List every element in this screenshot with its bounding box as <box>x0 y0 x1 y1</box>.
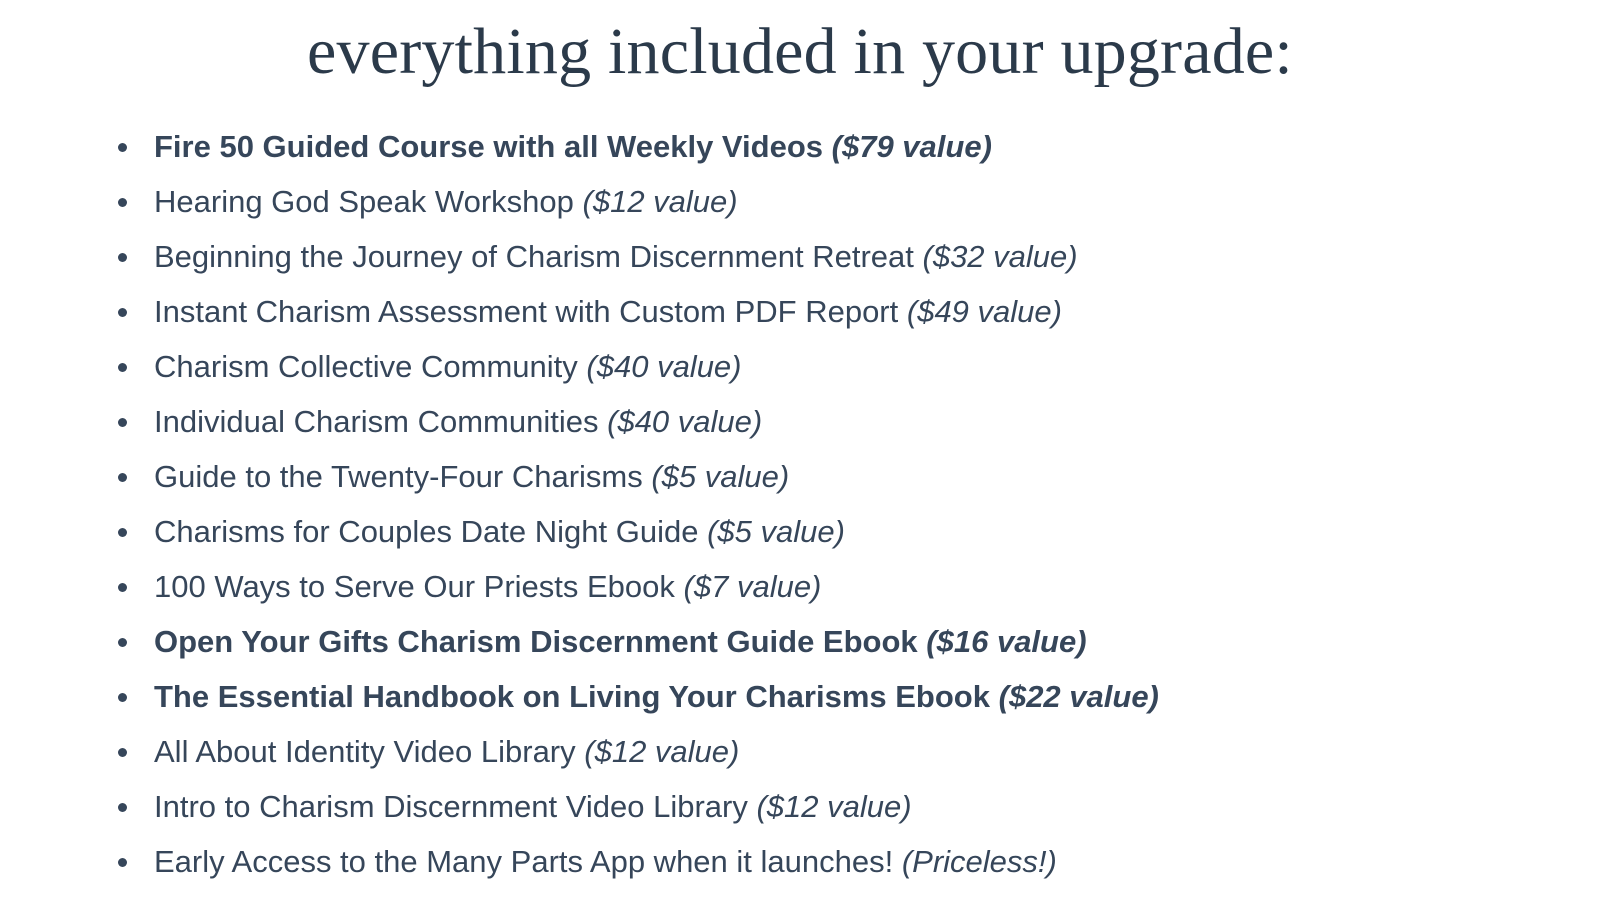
benefit-value: (Priceless!) <box>901 843 1057 879</box>
benefit-item <box>118 513 1600 549</box>
benefit-value: ($5 value) <box>651 458 790 494</box>
benefit-item <box>118 293 1600 329</box>
benefits-list <box>0 128 1600 879</box>
benefit-title: Charisms for Couples Date Night Guide <box>154 513 699 549</box>
benefit-item <box>118 348 1600 384</box>
benefit-title: Guide to the Twenty-Four Charisms <box>154 458 643 494</box>
benefit-value: ($16 value) <box>926 623 1087 659</box>
benefit-title: 100 Ways to Serve Our Priests Ebook <box>154 568 675 604</box>
benefit-title: Beginning the Journey of Charism Discernment Retreat <box>154 238 914 274</box>
benefit-value: ($12 value) <box>582 183 738 219</box>
benefit-title: Individual Charism Communities <box>154 403 599 439</box>
benefit-value: ($5 value) <box>707 513 845 549</box>
benefit-title: The Essential Handbook on Living Your Charisms Ebook <box>154 678 990 714</box>
benefit-title: Charism Collective Community <box>154 348 578 384</box>
benefit-item <box>118 403 1600 439</box>
benefit-item <box>118 678 1600 714</box>
benefit-item <box>118 238 1600 274</box>
benefit-value: ($7 value) <box>683 568 822 604</box>
page-title: everything included in your upgrade: <box>307 15 1293 88</box>
benefit-item <box>118 458 1600 494</box>
benefit-value: ($49 value) <box>906 293 1062 329</box>
benefit-item <box>118 788 1600 824</box>
benefit-value: ($32 value) <box>922 238 1078 274</box>
benefit-item <box>118 568 1600 604</box>
benefit-title: Open Your Gifts Charism Discernment Guide Ebook <box>154 623 918 659</box>
benefit-value: ($12 value) <box>584 733 740 769</box>
benefit-value: ($40 value) <box>586 348 742 384</box>
benefit-item <box>118 128 1600 164</box>
benefit-title: All About Identity Video Library <box>154 733 576 769</box>
benefit-title: Fire 50 Guided Course with all Weekly Videos <box>154 128 824 164</box>
benefit-item <box>118 623 1600 659</box>
benefit-item <box>118 183 1600 219</box>
benefit-value: ($40 value) <box>607 403 763 439</box>
benefit-title: Hearing God Speak Workshop <box>154 183 574 219</box>
benefit-value: ($12 value) <box>756 788 912 824</box>
benefit-title: Instant Charism Assessment with Custom PDF Report <box>154 293 899 329</box>
benefit-item <box>118 733 1600 769</box>
benefit-title: Early Access to the Many Parts App when it launches! <box>154 843 894 879</box>
benefit-title: Intro to Charism Discernment Video Library <box>154 788 748 824</box>
benefit-value: ($22 value) <box>998 678 1159 714</box>
benefit-value: ($79 value) <box>831 128 992 164</box>
benefit-item <box>118 843 1600 879</box>
